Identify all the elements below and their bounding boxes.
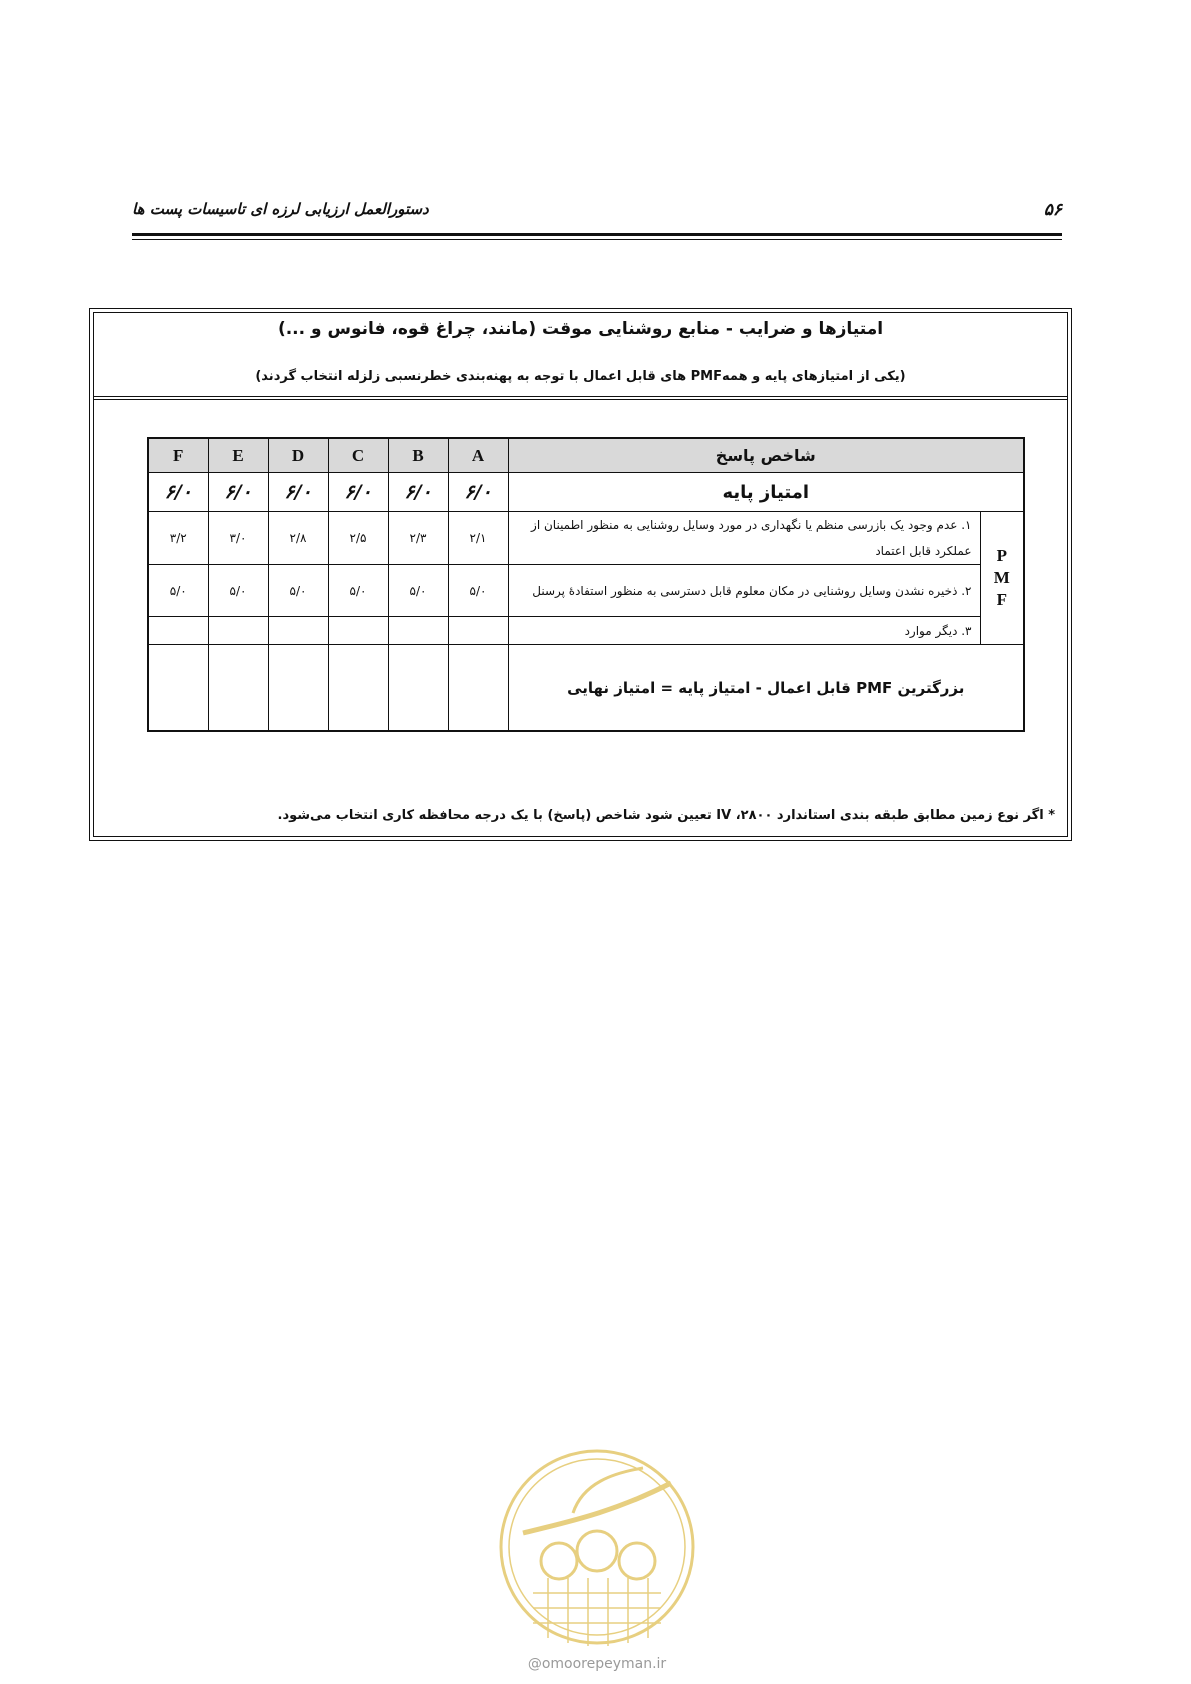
score-table <box>147 437 1025 732</box>
table-header-row <box>148 438 1024 473</box>
pmf1-value-f: ۳/۲ <box>148 512 208 565</box>
col-header-e: E <box>208 438 268 473</box>
pmf-row-3 <box>148 617 1024 645</box>
col-header-a: A <box>448 438 508 473</box>
pmf1-value-d: ۲/۸ <box>268 512 328 565</box>
pmf-row-2 <box>148 565 1024 617</box>
pmf1-value-a: ۲/۱ <box>448 512 508 565</box>
page-header <box>132 200 1062 230</box>
pmf3-text: ۳. دیگر موارد <box>508 617 980 645</box>
header-rule <box>132 233 1062 236</box>
pmf3-value-c <box>328 617 388 645</box>
col-header-b: B <box>388 438 448 473</box>
pmf1-text: ۱. عدم وجود یک بازرسی منظم یا نگهداری در مورد وسایل روشنایی به منظور اطمینان از عملکرد قابل اعتماد <box>508 512 980 565</box>
header-rule-thin <box>132 239 1062 240</box>
col-header-d: D <box>268 438 328 473</box>
title-area <box>94 313 1067 397</box>
pmf1-value-b: ۲/۳ <box>388 512 448 565</box>
page-number: ۵۶ <box>1043 200 1062 220</box>
col-header-f: F <box>148 438 208 473</box>
final-value-d <box>268 645 328 732</box>
base-score-row <box>148 473 1024 512</box>
pmf3-value-d <box>268 617 328 645</box>
pmf-letter-m: M <box>993 568 1010 587</box>
footnote: * اگر نوع زمین مطابق طبقه بندی استاندارد ۲۸۰۰، IV تعیین شود شاخص (پاسخ) با یک درجه محافظه کاری انتخاب می‌شود. <box>277 808 1055 823</box>
final-score-row <box>148 645 1024 732</box>
watermark-logo <box>493 1443 701 1651</box>
final-score-formula: بزرگترین PMF قابل اعمال - امتیاز پایه = امتیاز نهایی <box>508 645 1024 732</box>
final-value-b <box>388 645 448 732</box>
final-value-f <box>148 645 208 732</box>
pmf2-text: ۲. ذخیره نشدن وسایل روشنایی در مکان معلوم قابل دسترسی به منظور استفادهٔ پرسنل <box>508 565 980 617</box>
pmf3-value-a <box>448 617 508 645</box>
box-subtitle: (یکی از امتیازهای پایه و همهPMF های قابل اعمال با توجه به پهنه‌بندی خطرنسبی زلزله انتخاب گردند) <box>255 369 906 384</box>
score-box <box>89 308 1072 841</box>
title-divider <box>94 399 1067 400</box>
pmf3-value-b <box>388 617 448 645</box>
pmf1-value-e: ۳/۰ <box>208 512 268 565</box>
col-header-c: C <box>328 438 388 473</box>
pmf3-value-e <box>208 617 268 645</box>
base-value-f: ۶/۰ <box>148 473 208 512</box>
final-value-a <box>448 645 508 732</box>
pmf2-value-b: ۵/۰ <box>388 565 448 617</box>
base-value-b: ۶/۰ <box>388 473 448 512</box>
pmf2-value-e: ۵/۰ <box>208 565 268 617</box>
box-title: امتیازها و ضرایب - منابع روشنایی موقت (مانند، چراغ قوه، فانوس و ...) <box>277 319 884 339</box>
final-value-c <box>328 645 388 732</box>
pmf-side-label <box>980 512 1024 645</box>
response-index-header: شاخص پاسخ <box>508 438 1024 473</box>
base-value-a: ۶/۰ <box>448 473 508 512</box>
base-score-label: امتیاز پایه <box>508 473 1024 512</box>
score-box-inner <box>93 312 1068 837</box>
pmf2-value-c: ۵/۰ <box>328 565 388 617</box>
base-value-e: ۶/۰ <box>208 473 268 512</box>
pmf2-value-d: ۵/۰ <box>268 565 328 617</box>
base-value-c: ۶/۰ <box>328 473 388 512</box>
pmf3-value-f <box>148 617 208 645</box>
final-value-e <box>208 645 268 732</box>
pmf-letter-p: P <box>996 546 1007 565</box>
pmf-letter-f: F <box>996 590 1007 609</box>
document-title: دستورالعمل ارزیابی لرزه ای تاسیسات پست ها <box>132 200 429 218</box>
pmf1-value-c: ۲/۵ <box>328 512 388 565</box>
pmf-row-1 <box>148 512 1024 565</box>
watermark-url: @omoorepeyman.ir <box>527 1656 667 1672</box>
pmf2-value-f: ۵/۰ <box>148 565 208 617</box>
base-value-d: ۶/۰ <box>268 473 328 512</box>
pmf2-value-a: ۵/۰ <box>448 565 508 617</box>
